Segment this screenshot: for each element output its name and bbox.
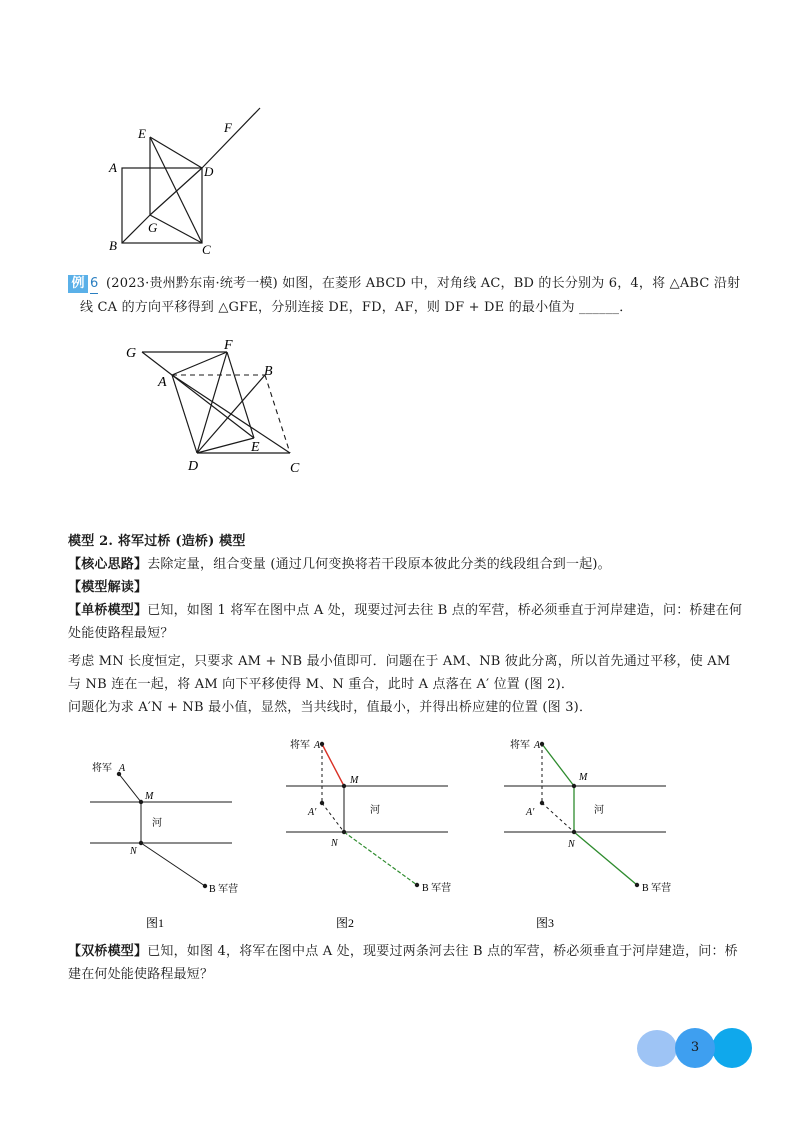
segment-GB (122, 215, 150, 243)
example6-line2: 线 CA 的方向平移得到 △GFE，分别连接 DE，FD，AF，则 DF + DE 的最小值为 ______． (80, 300, 633, 315)
segment-FE (227, 352, 254, 438)
example-badge: 例 (68, 275, 88, 293)
label-D: D (188, 459, 199, 474)
point-M (572, 784, 576, 788)
point-A (540, 742, 544, 746)
label-A-prime: A′ (526, 807, 535, 818)
label-E: E (138, 126, 146, 141)
segment-GD (150, 168, 202, 215)
point-B (203, 884, 207, 888)
para1-line2: 与 NB 连在一起，将 AM 向下平移使得 M、N 重合，此时 A 点落在 A′ 位置 (图 2)． (68, 677, 575, 692)
label-A: A (534, 740, 541, 751)
label-river: 河 (594, 805, 604, 816)
label-C: C (290, 461, 300, 476)
core-tag: 【核心思路】 (68, 557, 148, 572)
label-river: 河 (152, 818, 162, 829)
segment-DF (197, 352, 227, 453)
label-A: A (314, 740, 321, 751)
point-A (320, 742, 324, 746)
segment-NB-green (574, 832, 637, 885)
figure-rhombus (118, 335, 318, 480)
label-B-camp: B 军营 (209, 884, 239, 895)
label-G: G (148, 220, 158, 235)
label-D: D (204, 164, 214, 179)
label-B-camp: B 军营 (422, 883, 452, 894)
single-bridge-line2: 处能使路程最短？ (68, 626, 174, 641)
point-N (572, 830, 576, 834)
example-number: 6 (90, 275, 98, 294)
segment-DE (197, 438, 254, 453)
segment-AF (172, 352, 227, 375)
figure-3 (502, 735, 682, 940)
label-A: A (158, 375, 167, 390)
label-A: A (109, 160, 117, 175)
label-B: B (109, 238, 117, 253)
label-B: B (264, 364, 273, 379)
para2: 问题化为求 A′N + NB 最小值，显然，当共线时，值最小，并得出桥应建的位置 (图 3)． (68, 700, 593, 715)
segment-NB-green (344, 832, 417, 885)
label-river: 河 (370, 805, 380, 816)
caption-fig1: 图1 (146, 916, 165, 930)
point-A-prime (320, 801, 324, 805)
label-C: C (202, 242, 211, 257)
label-M: M (350, 775, 359, 786)
segment-AM (119, 774, 141, 802)
figure-2 (284, 735, 464, 940)
segment-AM-green (542, 744, 574, 786)
single-tag: 【单桥模型】 (68, 603, 148, 618)
label-N: N (130, 846, 137, 857)
double-tag: 【双桥模型】 (68, 944, 148, 959)
single-bridge-line1 (68, 601, 742, 621)
core-text: 去除定量，组合变量 (通过几何变换将若干段原本彼此分类的线段组合到一起)。 (147, 557, 611, 572)
point-M (342, 784, 346, 788)
figure-square (100, 100, 280, 260)
page-number-circle (675, 1028, 715, 1068)
label-general: 将军 (290, 740, 310, 751)
label-N: N (331, 838, 338, 849)
label-G: G (126, 346, 137, 361)
caption-fig3: 图3 (536, 916, 555, 930)
single-text1: 已知，如图 1 将军在图中点 A 处，现要过河去往 B 点的军营，桥必须垂直于河岸建造，问：桥建在何 (147, 603, 743, 618)
label-general: 将军 (92, 763, 112, 774)
figure-1 (88, 750, 248, 940)
label-A: A (119, 763, 126, 774)
dashed-A-prime-N (542, 803, 574, 832)
label-F: F (224, 120, 232, 135)
point-B (415, 883, 419, 887)
double-text1: 已知，如图 4，将军在图中点 A 处，现要过两条河去往 B 点的军营，桥必须垂直于河岸建造，问：桥 (147, 944, 738, 959)
label-general: 将军 (510, 740, 530, 751)
label-A-prime: A′ (308, 807, 317, 818)
segment-GE (142, 352, 254, 438)
point-M (139, 800, 143, 804)
double-bridge-line1 (68, 942, 738, 962)
page-circle-left (637, 1030, 677, 1067)
label-M: M (145, 791, 154, 802)
double-bridge-line2: 建在何处能使路程最短？ (68, 967, 214, 982)
dashed-BC (265, 375, 290, 453)
reading-tag: 【模型解读】 (68, 580, 148, 595)
page-number: 3 (690, 1040, 700, 1055)
label-F: F (224, 338, 233, 353)
segment-AD (172, 375, 197, 453)
label-E: E (251, 440, 260, 455)
ray-DF (202, 108, 260, 168)
page-circle-right (712, 1028, 752, 1068)
point-N (139, 841, 143, 845)
point-N (342, 830, 346, 834)
caption-fig2: 图2 (336, 916, 355, 930)
section-heading: 模型 2. 将军过桥 (造桥) 模型 (68, 534, 246, 549)
segment-GC (150, 215, 202, 243)
point-B (635, 883, 639, 887)
segment-NB (141, 843, 205, 886)
segment-AM-red (322, 744, 344, 786)
para1-line1: 考虑 MN 长度恒定，只要求 AM + NB 最小值即可．问题在于 AM、NB 彼此分离，所以首先通过平移，使 AM (68, 654, 731, 669)
label-M: M (579, 772, 588, 783)
core-idea (68, 555, 611, 575)
label-N: N (568, 839, 575, 850)
label-B-camp: B 军营 (642, 883, 672, 894)
dashed-A-prime-N (322, 803, 344, 832)
example6-line1: (2023·贵州黔东南·统考一模) 如图，在菱形 ABCD 中，对角线 AC，BD 的长分别为 6，4，将 △ABC 沿射 (106, 276, 741, 291)
point-A-prime (540, 801, 544, 805)
